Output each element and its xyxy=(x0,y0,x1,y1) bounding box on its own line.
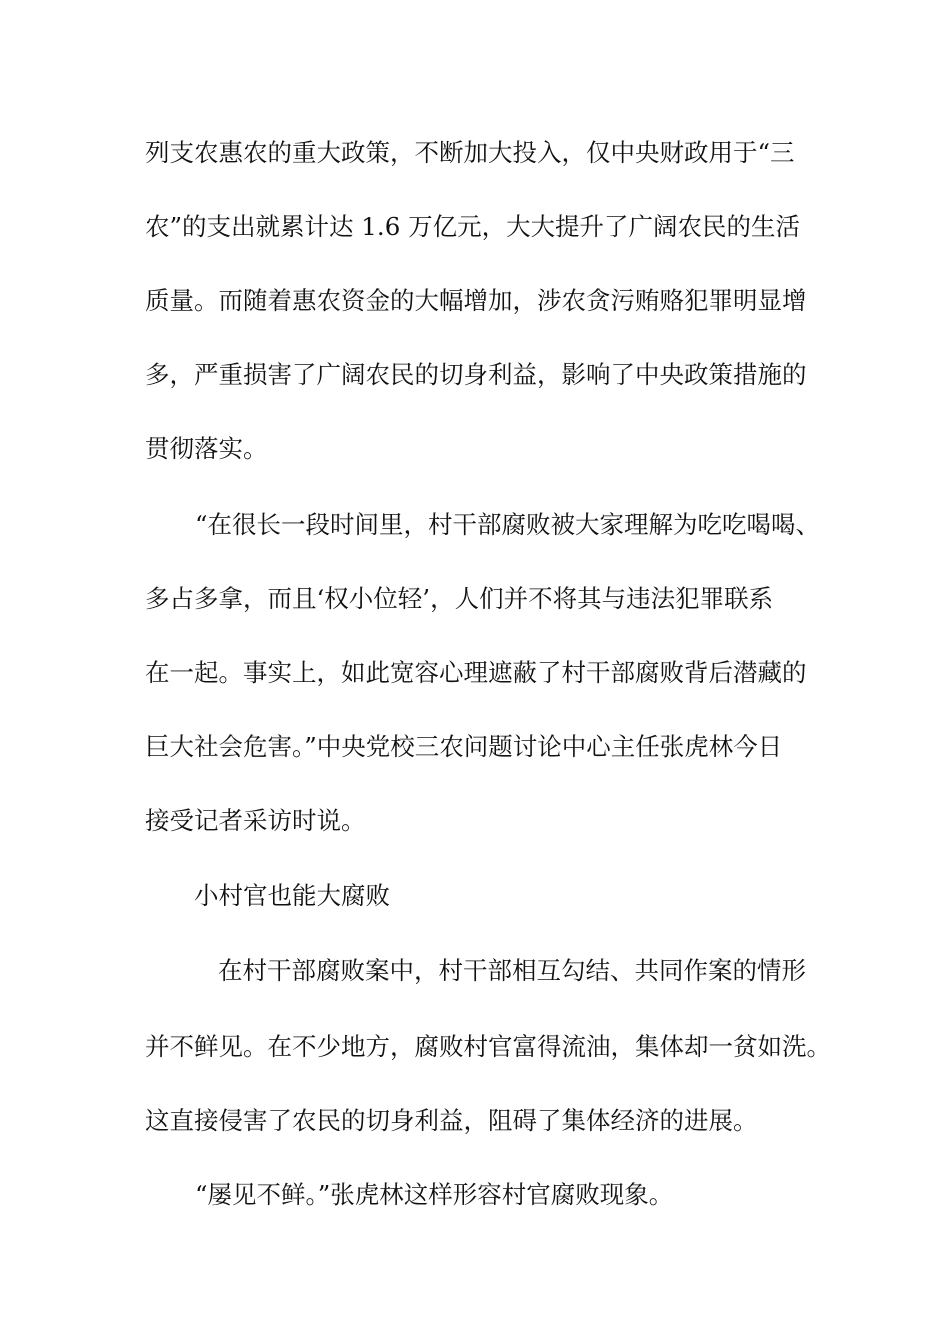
text-line: 巨大社会危害。”中央党校三农问题讨论中心主任张虎林今日 xyxy=(145,732,783,761)
text-line: 列支农惠农的重大政策，不断加大投入，仅中央财政用于“三 xyxy=(145,138,795,167)
text-line: 并不鲜见。在不少地方，腐败村官富得流油，集体却一贫如洗。 xyxy=(145,1032,831,1061)
text-line: 在一起。事实上，如此宽容心理遮蔽了村干部腐败背后潜藏的 xyxy=(145,658,807,687)
text-line: 接受记者采访时说。 xyxy=(145,806,366,835)
text-line: 多，严重损害了广阔农民的切身利益，影响了中央政策措施的 xyxy=(145,360,807,389)
text-line: 多占多拿，而且‘权小位轻’，人们并不将其与违法犯罪联系 xyxy=(145,584,774,613)
text-line: “在很长一段时间里，村干部腐败被大家理解为吃吃喝喝、 xyxy=(195,510,821,539)
text-line: 质量。而随着惠农资金的大幅增加，涉农贪污贿赂犯罪明显增 xyxy=(145,286,807,315)
text-line: 在村干部腐败案中，村干部相互勾结、共同作案的情形 xyxy=(218,956,806,985)
text-line: 这直接侵害了农民的切身利益，阻碍了集体经济的进展。 xyxy=(145,1106,758,1135)
section-heading: 小村官也能大腐败 xyxy=(194,881,390,910)
text-line: “屡见不鲜。”张虎林这样形容村官腐败现象。 xyxy=(195,1180,674,1209)
text-line: 农”的支出就累计达 1.6 万亿元，大大提升了广阔农民的生活 xyxy=(145,212,801,241)
text-line: 贯彻落实。 xyxy=(145,434,268,463)
